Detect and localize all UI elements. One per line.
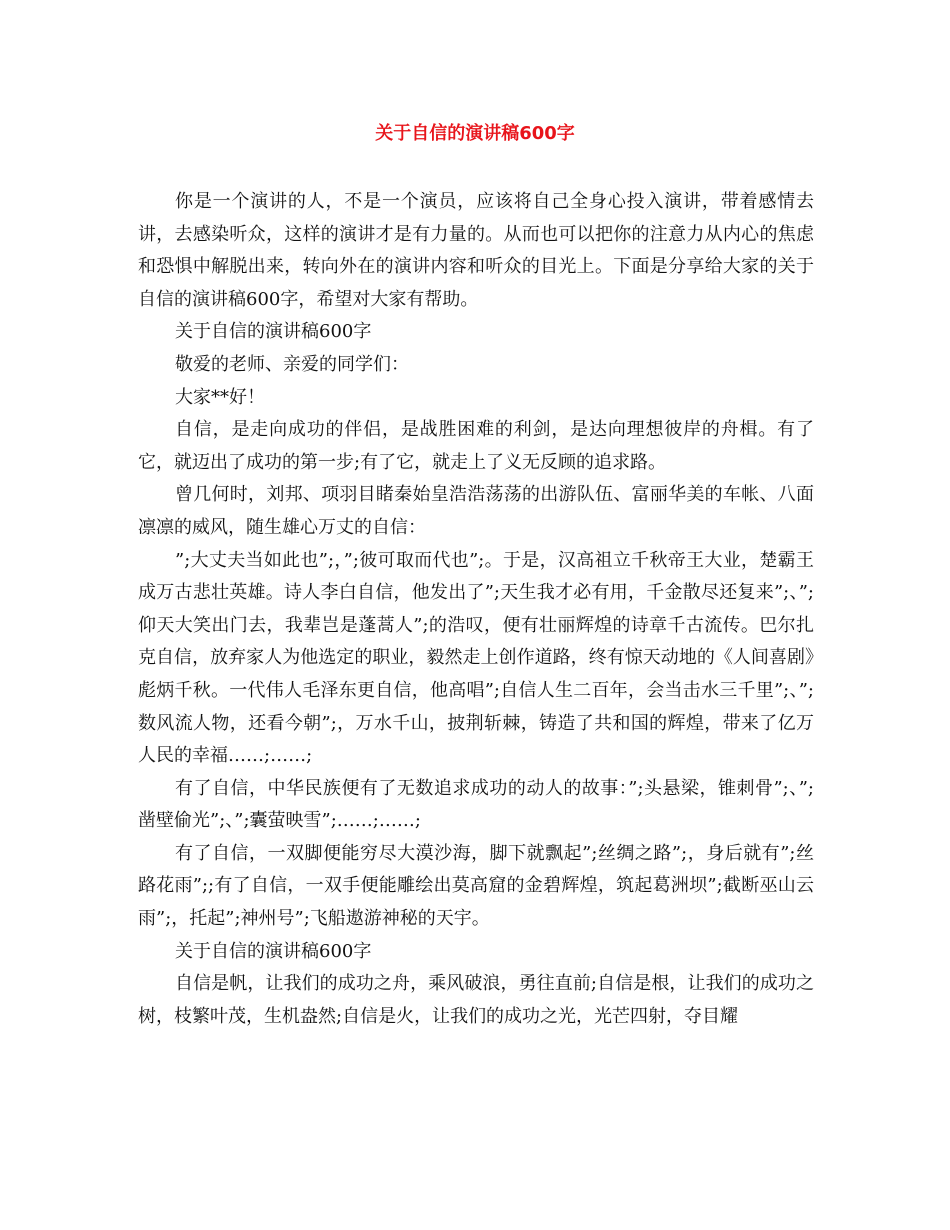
body-paragraph: 曾几何时，刘邦、项羽目睹秦始皇浩浩荡荡的出游队伍、富丽华美的车帐、八面凛凛的威风，随生雄心万丈的自信： [138, 484, 814, 538]
body-paragraph: 有了自信，中华民族便有了无数追求成功的动人的故事：”;头悬梁，锥刺骨”;、”;凿壁偷光”;、”;囊萤映雪”;……;……; [138, 777, 814, 832]
body-paragraph: 有了自信，一双脚便能穷尽大漠沙海，脚下就飘起”;丝绸之路”;，身后就有”;丝路花雨”;;有了自信，一双手便能雕绘出莫高窟的金碧辉煌，筑起葛洲坝”;截断巫山云雨”;，托起”;神州号”;飞船遨游神秘的天宇。 [138, 842, 814, 930]
greeting: 大家**好！ [175, 386, 265, 408]
document-body [138, 186, 814, 1033]
body-paragraph: ”;大丈夫当如此也”;，”;彼可取而代也”;。于是，汉高祖立千秋帝王大业，楚霸王成万古悲壮英雄。诗人李白自信，他发出了”;天生我才必有用，千金散尽还复来”;、”;仰天大笑出门去，我辈岂是蓬蒿人”;的浩叹，便有壮丽辉煌的诗章千古流传。巴尔扎克自信，放弃家人为他选定的职业，毅然走上创作道路，终有惊天动地的《人间喜剧》彪炳千秋。一代伟人毛泽东更自信，他高唱”;自信人生二百年，会当击水三千里”;、”;数风流人物，还看今朝”;，万水千山，披荆斩棘，铸造了共和国的辉煌，带来了亿万人民的幸福……;……; [138, 549, 814, 767]
salutation: 敬爱的老师、亲爱的同学们： [175, 353, 409, 375]
section-heading: 关于自信的演讲稿600字 [175, 940, 372, 962]
body-paragraph: 自信，是走向成功的伴侣，是战胜困难的利剑，是达向理想彼岸的舟楫。有了它，就迈出了成功的第一步;有了它，就走上了义无反顾的追求路。 [138, 419, 814, 473]
section-heading: 关于自信的演讲稿600字 [175, 321, 372, 343]
intro-paragraph: 你是一个演讲的人，不是一个演员，应该将自己全身心投入演讲，带着感情去讲，去感染听众，这样的演讲才是有力量的。从而也可以把你的注意力从内心的焦虑和恐惧中解脱出来，转向外在的演讲内容和听众的目光上。下面是分享给大家的关于自信的演讲稿600字，希望对大家有帮助。 [138, 191, 814, 310]
body-paragraph: 自信是帆，让我们的成功之舟，乘风破浪，勇往直前;自信是根，让我们的成功之树，枝繁叶茂，生机盎然;自信是火，让我们的成功之光，光芒四射，夺目耀 [138, 973, 814, 1027]
document-title: 关于自信的演讲稿600字 [375, 123, 575, 144]
